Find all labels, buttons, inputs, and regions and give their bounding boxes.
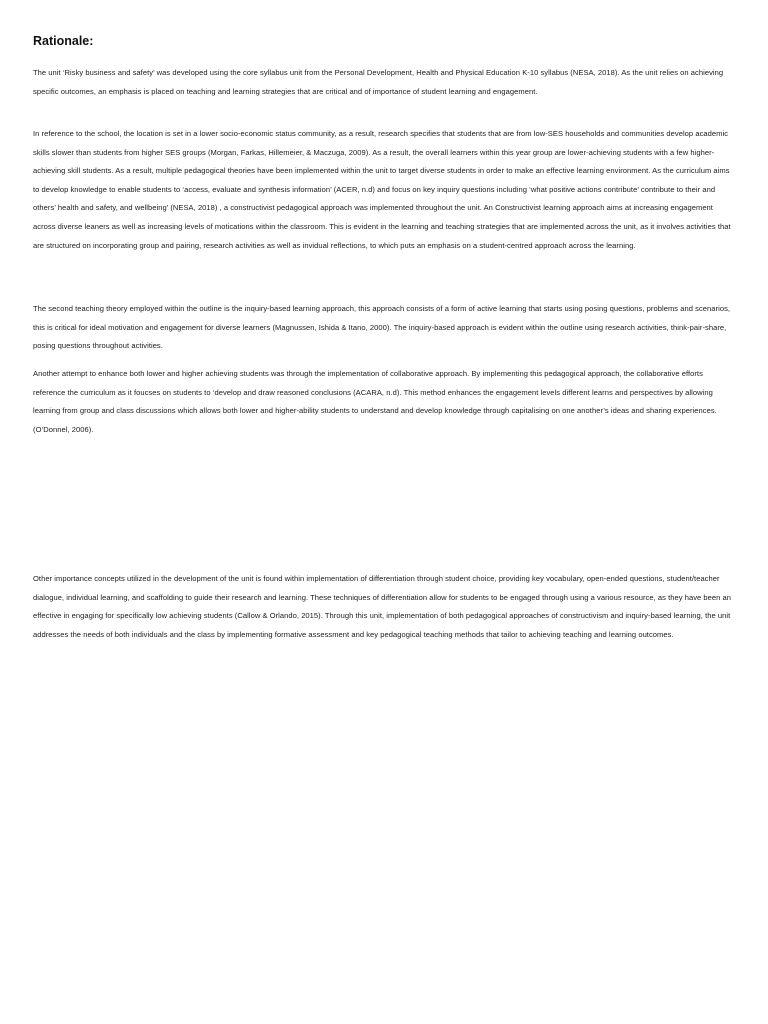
paragraph-collaborative: Another attempt to enhance both lower and higher achieving students was through the implementation of collaborative approach. By implementing this pedagogical approach, the collaborative efforts reference the curriculum as it foucses on students to ‘develop and draw reasoned conclusions (ACARA, n.d). This method enhances the engagement levels different learns and perspectives by allowing learning from group and class discussions which allows both lower and higher-ability students to understand and develop knowledge through capitalising on one another’s ideas and sharing experiences. (O’Donnel, 2006). [33, 369, 717, 434]
section-heading: Rationale: [33, 34, 94, 48]
paragraph-inquiry-based: The second teaching theory employed within the outline is the inquiry-based learning approach, this approach consists of a form of active learning that starts using posing questions, problems and scenarios, this is critical for ideal motivation and engagement for diverse learners (Magnussen, Ishida & Itano, 2000). The inquiry-based approach is evident within the outline using research activities, think-pair-share, posing questions throughout activities. [33, 304, 731, 351]
paragraph-school-context: In reference to the school, the location is set in a lower socio-economic status community, as a result, research specifies that students that are from low-SES households and communities develop academic skills slower than students from higher SES groups (Morgan, Farkas, Hillemeier, & Maczuga, 2009). As a result, the overall learners within this year group are lower-achieving students with a few higher-achieving skill students. As a result, multiple pedagogical theories have been implemented within the unit to target diverse students in order to make an effective learning environment. As the curriculum aims to develop knowledge to enable students to ‘access, evaluate and synthesis information’ (ACER, n.d) and focus on key inquiry questions including ‘what positive actions contribute’ contribute to their and others’ health and safety, and wellbeing’ (NESA, 2018) , a constructivist pedagogical approach was implemented throughout the unit. An Constructivist learning approach aims at increasing engagement across diverse leaners as well as increasing levels of motications within the classroom. This is evident in the learning and teaching strategies that are implemented across the unit, as it involves activities that are structured on incorporating group and pairing, research activities as well as invidual reflections, to which puts an emphasis on a student-centred approach across the learning. [33, 129, 731, 250]
paragraph-unit-overview: The unit ‘Risky business and safety’ was developed using the core syllabus unit from the Personal Development, Health and Physical Education K-10 syllabus (NESA, 2018). As the unit relies on achieving specific outcomes, an emphasis is placed on teaching and learning strategies that are critical and of importance of student learning and engagement. [33, 68, 724, 96]
paragraph-differentiation: Other importance concepts utilized in the development of the unit is found within implementation of differentiation through student choice, providing key vocabulary, open-ended questions, student/teacher dialogue, individual learning, and scaffolding to guide their research and learning. These techniques of differentiation allow for students to be engaged through using a various resource, as they have been an effective in engaging for specifically low achieving students (Callow & Orlando, 2015). Through this unit, implementation of both pedagogical approaches of constructivism and inquiry-based learning, the unit addresses the needs of both individuals and the class by implementing formative assessment and key pedagogical teaching methods that tailor to achieving teaching and learning outcomes. [33, 574, 732, 639]
